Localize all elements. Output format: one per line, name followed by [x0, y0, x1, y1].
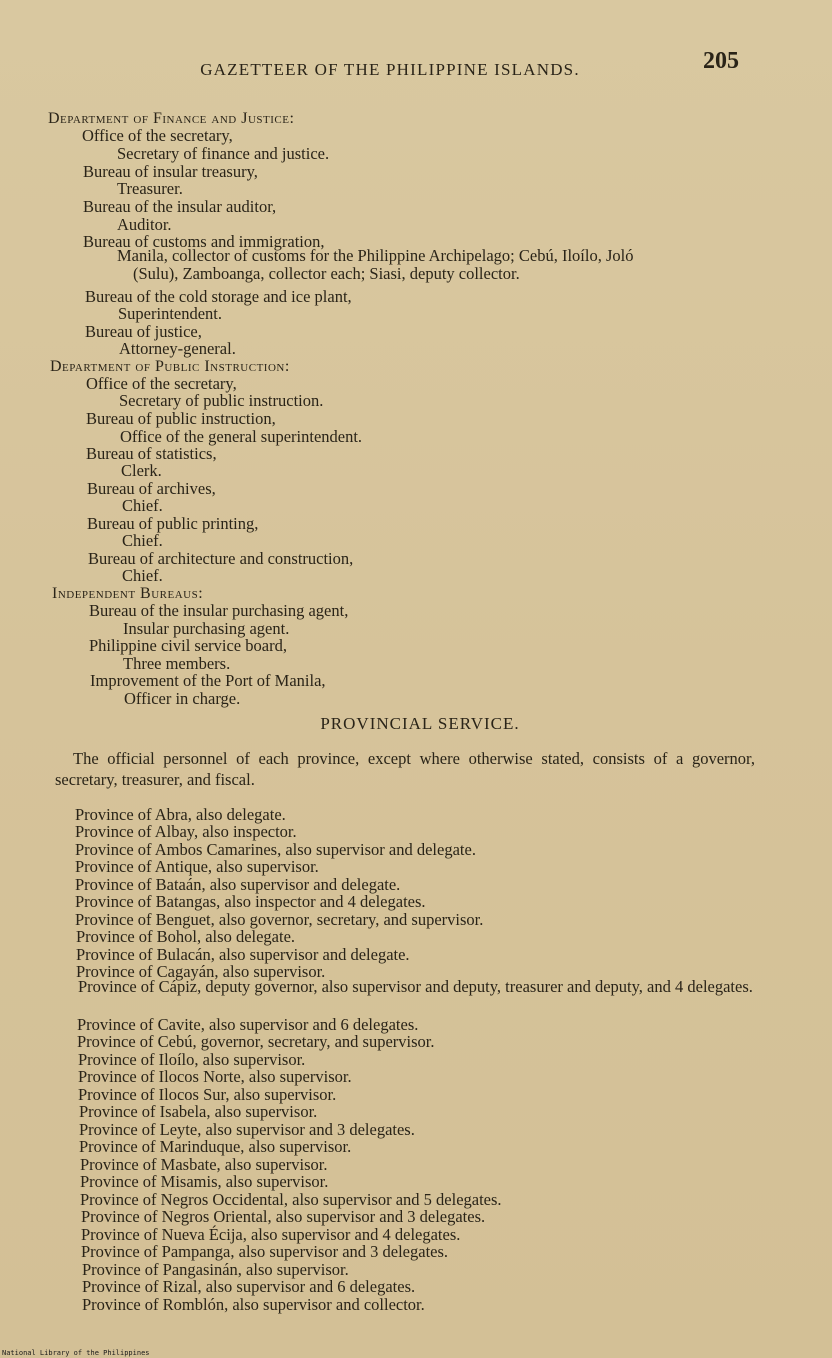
province-entry: Province of Benguet, also governor, secretary, and supervisor. [75, 910, 484, 929]
office-line: Bureau of archives, [87, 479, 216, 498]
province-entry: Province of Bulacán, also supervisor and delegate. [76, 945, 410, 964]
province-entry: Province of Rizal, also supervisor and 6 delegates. [82, 1277, 416, 1296]
province-entry: Province of Marinduque, also supervisor. [79, 1137, 352, 1156]
official-line: Three members. [123, 654, 231, 673]
official-line: Officer in charge. [124, 689, 241, 708]
official-line: Clerk. [121, 461, 162, 480]
province-entry: Province of Cebú, governor, secretary, and supervisor. [77, 1032, 435, 1051]
province-entry: Province of Masbate, also supervisor. [80, 1155, 328, 1174]
province-entry: Province of Romblón, also supervisor and collector. [82, 1295, 425, 1314]
office-line: Improvement of the Port of Manila, [90, 671, 326, 690]
office-line: Bureau of the insular purchasing agent, [89, 601, 349, 620]
office-line: Bureau of the cold storage and ice plant, [85, 287, 352, 306]
province-entry: Province of Leyte, also supervisor and 3 delegates. [79, 1120, 415, 1139]
department-heading-finance: Department of Finance and Justice: [48, 110, 295, 127]
official-line: Chief. [122, 531, 163, 550]
official-line: Manila, collector of customs for the Philippine Archipelago; Cebú, Iloílo, Joló [117, 246, 634, 265]
office-line: Bureau of architecture and construction, [88, 549, 354, 568]
official-line: Auditor. [117, 215, 172, 234]
province-entry: Province of Nueva Écija, also supervisor and 4 delegates. [81, 1225, 461, 1244]
library-credit: National Library of the Philippines [2, 1349, 150, 1357]
office-line: Bureau of customs and immigration, [83, 232, 325, 251]
province-entry: Province of Abra, also delegate. [75, 805, 286, 824]
province-entry: Province of Antique, also supervisor. [75, 857, 319, 876]
office-line: Bureau of statistics, [86, 444, 217, 463]
office-line: Philippine civil service board, [89, 636, 287, 655]
province-entry: Province of Cápiz, deputy governor, also supervisor and deputy, treasurer and deputy, and 4 delegates. [78, 977, 753, 996]
province-entry: Province of Bataán, also supervisor and delegate. [75, 875, 401, 894]
office-line: Bureau of insular treasury, [83, 162, 258, 181]
office-line: Bureau of public instruction, [86, 409, 276, 428]
office-line: Bureau of justice, [85, 322, 202, 341]
office-line: Bureau of the insular auditor, [83, 197, 277, 216]
official-line: Secretary of public instruction. [119, 391, 324, 410]
department-heading-public-instruction: Department of Public Instruction: [50, 358, 290, 375]
official-line: Office of the general superintendent. [120, 427, 363, 446]
official-line: Insular purchasing agent. [123, 619, 290, 638]
province-entry: Province of Bohol, also delegate. [76, 927, 296, 946]
intro-paragraph: The official personnel of each province, except where otherwise stated, consists of a governor, secretary, treasurer, and fiscal. [55, 749, 755, 789]
province-entry: Province of Iloílo, also supervisor. [78, 1050, 306, 1069]
office-line: Bureau of public printing, [87, 514, 259, 533]
official-line: Attorney-general. [119, 339, 236, 358]
province-entry: Province of Isabela, also supervisor. [79, 1102, 318, 1121]
official-line-continued: (Sulu), Zamboanga, collector each; Siasi, deputy collector. [133, 264, 520, 283]
province-entry: Province of Pangasinán, also supervisor. [82, 1260, 349, 1279]
province-entry: Province of Albay, also inspector. [75, 822, 297, 841]
section-heading-provincial: PROVINCIAL SERVICE. [320, 714, 520, 733]
province-entry: Province of Negros Occidental, also supervisor and 5 delegates. [80, 1190, 502, 1209]
province-entry: Province of Pampanga, also supervisor and 3 delegates. [81, 1242, 449, 1261]
office-line: Office of the secretary, [82, 126, 233, 145]
official-line: Secretary of finance and justice. [117, 144, 330, 163]
official-line: Chief. [122, 566, 163, 585]
province-entry: Province of Ilocos Sur, also supervisor. [78, 1085, 337, 1104]
province-entry: Province of Negros Oriental, also supervisor and 3 delegates. [81, 1207, 486, 1226]
province-entry: Province of Misamis, also supervisor. [80, 1172, 329, 1191]
office-line: Office of the secretary, [86, 374, 237, 393]
province-entry: Province of Ambos Camarines, also supervisor and delegate. [75, 840, 476, 859]
official-line: Treasurer. [117, 179, 183, 198]
province-entry: Province of Batangas, also inspector and 4 delegates. [75, 892, 426, 911]
official-line: Superintendent. [118, 304, 223, 323]
running-header: GAZETTEER OF THE PHILIPPINE ISLANDS. [200, 60, 580, 79]
province-entry: Province of Cagayán, also supervisor. [76, 962, 326, 981]
province-entry: Province of Ilocos Norte, also supervisor. [78, 1067, 352, 1086]
official-line: Chief. [122, 496, 163, 515]
department-heading-independent: Independent Bureaus: [52, 585, 204, 602]
page-number: 205 [703, 48, 739, 74]
province-entry: Province of Cavite, also supervisor and 6 delegates. [77, 1015, 419, 1034]
